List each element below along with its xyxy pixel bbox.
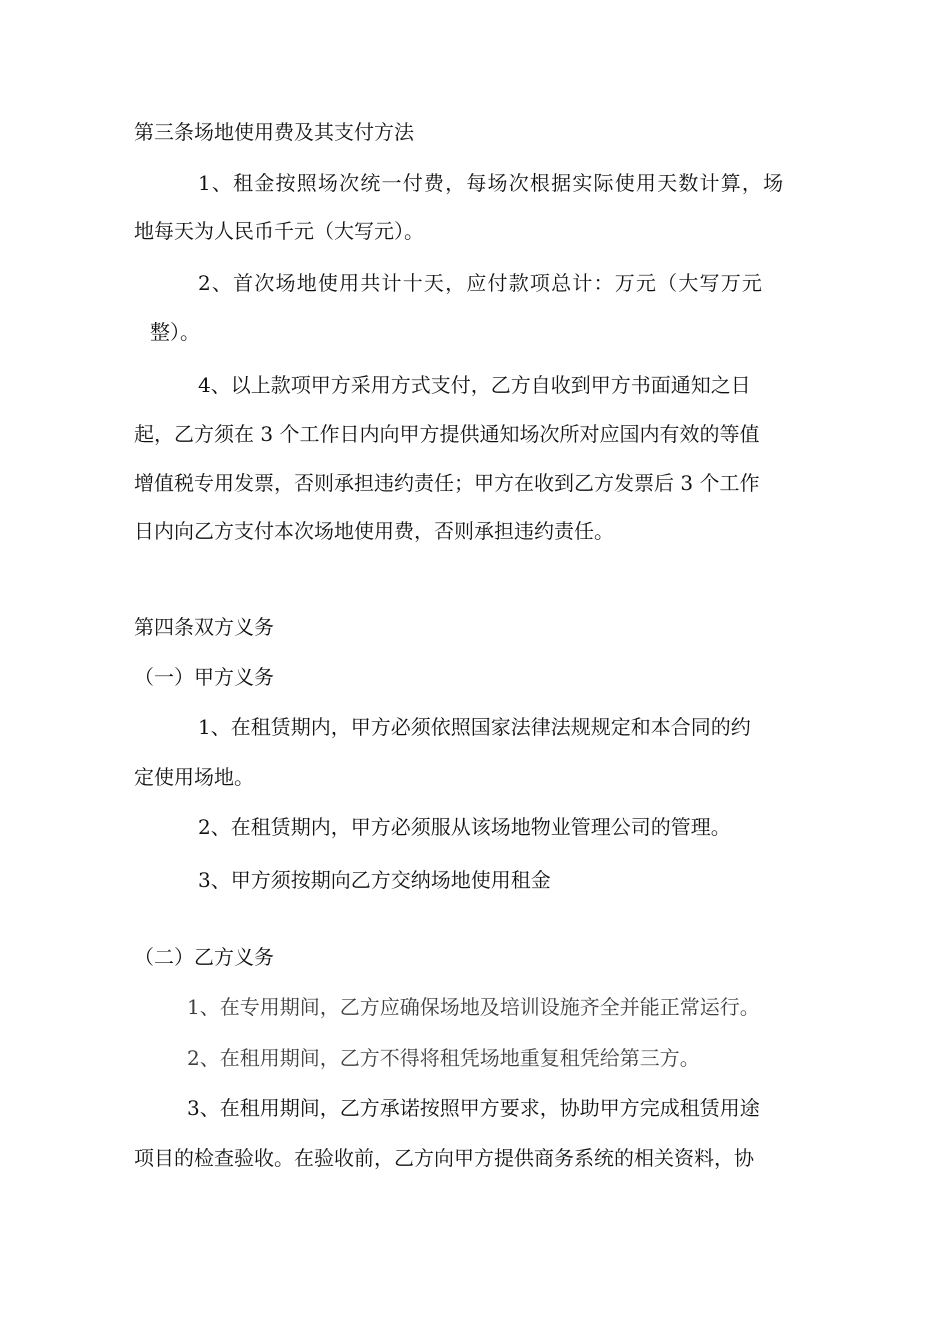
party-b-item-3-line-2: 项目的检查验收。在验收前，乙方向甲方提供商务系统的相关资料，协 <box>134 1146 754 1170</box>
party-a-item-1-line-1: 1、在租赁期内，甲方必须依照国家法律法规规定和本合同的约 <box>198 715 751 739</box>
party-b-item-2: 2、在租用期间，乙方不得将租凭场地重复租凭给第三方。 <box>187 1046 700 1070</box>
party-a-item-1-line-2: 定使用场地。 <box>134 765 254 789</box>
article-3-clause-4-line-1: 4、以上款项甲方采用方式支付，乙方自收到甲方书面通知之日 <box>198 373 751 397</box>
party-a-item-2: 2、在租赁期内，甲方必须服从该场地物业管理公司的管理。 <box>198 815 731 839</box>
party-a-heading: （一）甲方义务 <box>134 665 274 689</box>
party-b-item-3-line-1: 3、在租用期间，乙方承诺按照甲方要求，协助甲方完成租赁用途 <box>187 1096 760 1120</box>
article-3-clause-4-line-2: 起，乙方须在 3 个工作日内向甲方提供通知场次所对应国内有效的等值 <box>134 422 760 446</box>
article-3-clause-1-line-2: 地每天为人民币千元（大写元）。 <box>134 219 424 243</box>
article-3-clause-2-line-2: 整）。 <box>150 320 200 344</box>
article-4-title: 第四条双方义务 <box>134 615 274 639</box>
article-3-title: 第三条场地使用费及其支付方法 <box>134 120 414 144</box>
party-a-item-3: 3、甲方须按期向乙方交纳场地使用租金 <box>198 868 551 892</box>
article-3-clause-2-line-1: 2、首次场地使用共计十天，应付款项总计：万元（大写万元 <box>198 271 764 295</box>
article-3-clause-4-line-4: 日内向乙方支付本次场地使用费，否则承担违约责任。 <box>134 519 614 543</box>
article-3-clause-4-line-3: 增值税专用发票，否则承担违约责任；甲方在收到乙方发票后 3 个工作 <box>134 471 760 495</box>
party-b-item-1: 1、在专用期间，乙方应确保场地及培训设施齐全并能正常运行。 <box>187 995 760 1019</box>
article-3-clause-1-line-1: 1、租金按照场次统一付费，每场次根据实际使用天数计算，场 <box>198 171 785 195</box>
party-b-heading: （二）乙方义务 <box>134 945 274 969</box>
